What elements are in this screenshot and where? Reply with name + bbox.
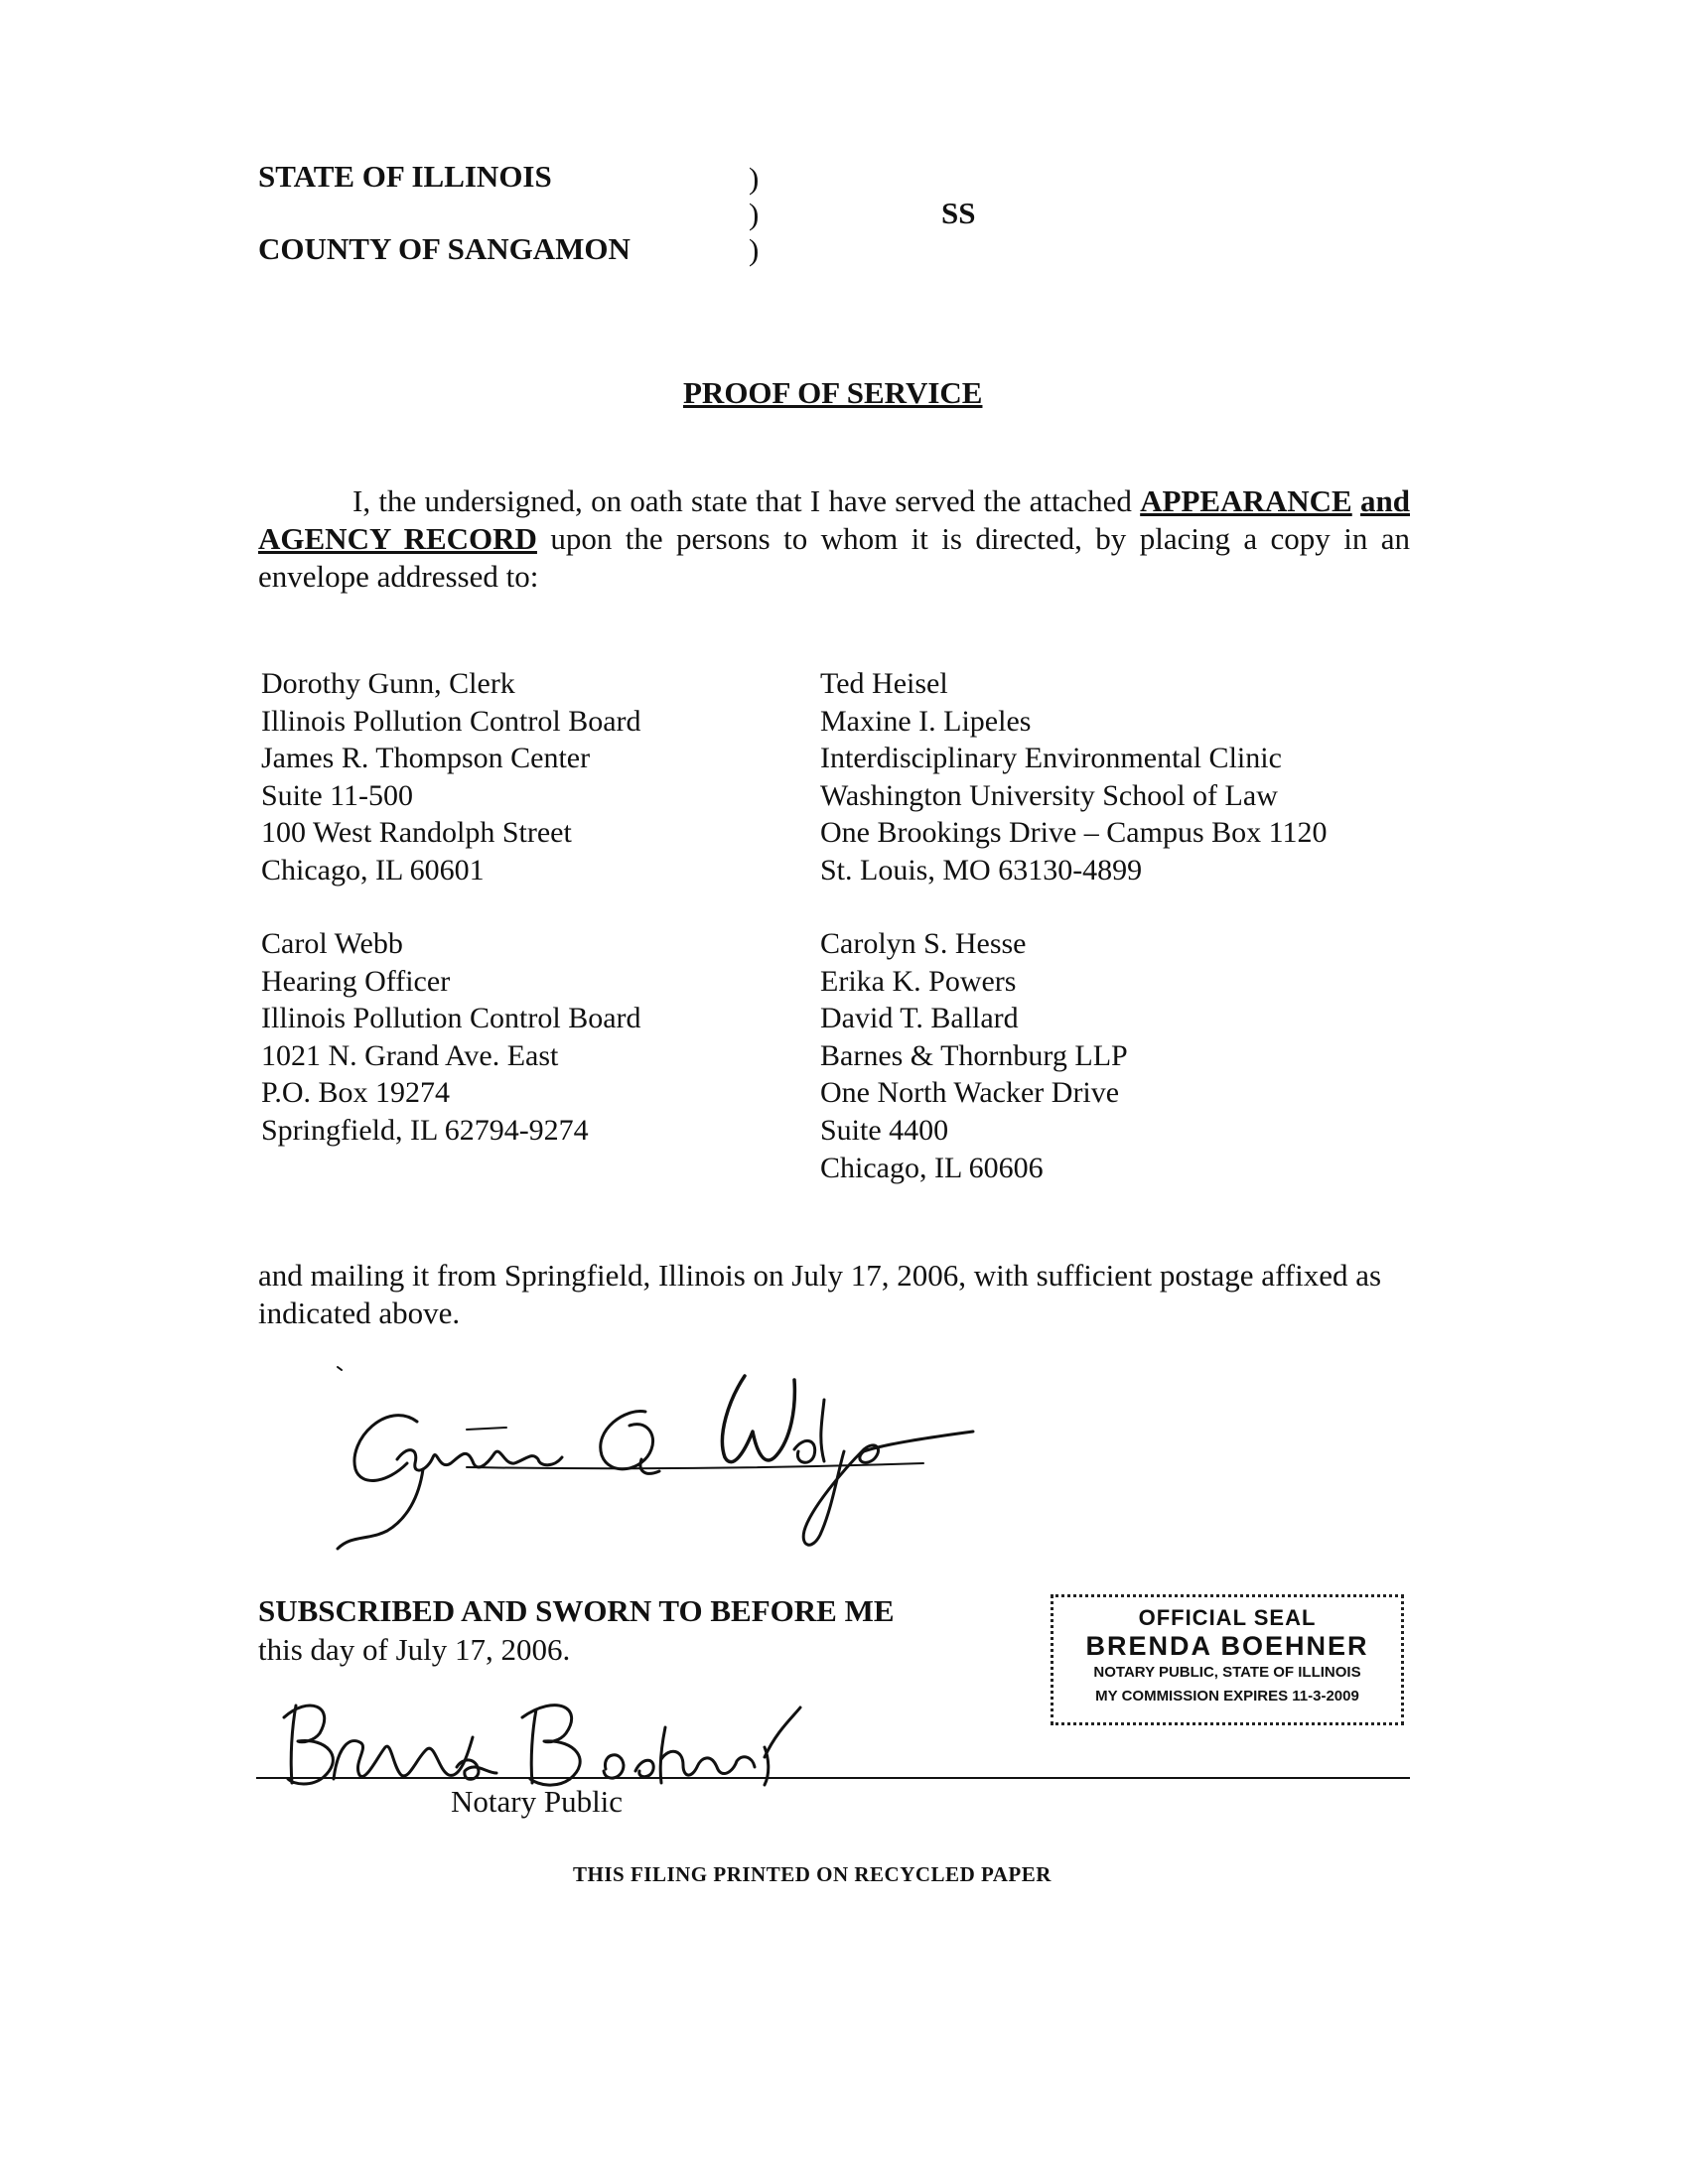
recipient-webb xyxy=(261,925,641,1150)
mailing-paragraph: and mailing it from Springfield, Illinois on July 17, 2006, with sufficient postage affixed as indicated above. xyxy=(258,1258,1382,1330)
address-line: Maxine I. Lipeles xyxy=(820,704,1032,738)
seal-line-expiry: MY COMMISSION EXPIRES 11-3-2009 xyxy=(1095,1688,1359,1705)
sworn-heading: SUBSCRIBED AND SWORN TO BEFORE ME xyxy=(258,1593,895,1628)
recipient-hesse xyxy=(820,925,1128,1186)
address-line: 100 West Randolph Street xyxy=(261,816,572,850)
address-line: James R. Thompson Center xyxy=(261,742,591,775)
page-title: PROOF OF SERVICE xyxy=(683,375,983,410)
address-line: Carol Webb xyxy=(261,927,403,960)
seal-line-official: OFFICIAL SEAL xyxy=(1138,1605,1317,1630)
address-line: Hearing Officer xyxy=(261,964,451,998)
intro-paragraph xyxy=(258,482,1410,596)
address-line: Barnes & Thornburg LLP xyxy=(820,1038,1128,1072)
address-line: Springfield, IL 62794-9274 xyxy=(261,1113,589,1147)
seal-line-state: NOTARY PUBLIC, STATE OF ILLINOIS xyxy=(1093,1664,1361,1681)
state-caption: STATE OF ILLINOIS xyxy=(258,159,552,194)
address-line: Suite 11-500 xyxy=(261,778,414,812)
county-caption: COUNTY OF SANGAMON xyxy=(258,231,631,266)
address-line: One Brookings Drive – Campus Box 1120 xyxy=(820,816,1328,850)
address-line: Illinois Pollution Control Board xyxy=(261,1002,641,1035)
recycled-paper-footer: THIS FILING PRINTED ON RECYCLED PAPER xyxy=(573,1862,1052,1886)
ss-caption: SS xyxy=(941,196,976,230)
address-line: One North Wacker Drive xyxy=(820,1076,1120,1110)
notary-signature-line xyxy=(256,1777,1410,1779)
address-line: Carolyn S. Hesse xyxy=(820,927,1027,960)
caption-paren-3: ) xyxy=(749,232,760,267)
address-line: Interdisciplinary Environmental Clinic xyxy=(820,742,1282,775)
address-line: Ted Heisel xyxy=(820,667,948,700)
address-line: P.O. Box 19274 xyxy=(261,1076,451,1110)
address-line: St. Louis, MO 63130-4899 xyxy=(820,853,1143,887)
document-name-b: and AGENCY RECORD xyxy=(258,483,1411,556)
intro-part2: upon the persons to whom it is directed, by placing a copy in an envelope addressed to: xyxy=(258,521,1410,594)
seal-line-name: BRENDA BOEHNER xyxy=(1085,1631,1369,1661)
caption-paren-2: ) xyxy=(749,197,760,231)
address-line: 1021 N. Grand Ave. East xyxy=(261,1038,559,1072)
address-line: Washington University School of Law xyxy=(820,778,1278,812)
recipient-heisel xyxy=(820,665,1328,889)
notary-public-label: Notary Public xyxy=(451,1784,624,1819)
address-line: David T. Ballard xyxy=(820,1002,1019,1035)
address-line: Suite 4400 xyxy=(820,1113,949,1147)
recipient-clerk xyxy=(261,665,641,889)
address-line: Erika K. Powers xyxy=(820,964,1017,998)
address-line: Chicago, IL 60601 xyxy=(261,853,485,887)
document-name-a: APPEARANCE xyxy=(1140,483,1352,518)
caption-paren-1: ) xyxy=(749,161,760,196)
signer-signature xyxy=(328,1360,1023,1559)
notary-signature xyxy=(268,1688,804,1797)
address-line: Illinois Pollution Control Board xyxy=(261,704,641,738)
sworn-date-line: this day of July 17, 2006. xyxy=(258,1632,571,1667)
official-seal-stamp xyxy=(1051,1594,1404,1725)
address-line: Dorothy Gunn, Clerk xyxy=(261,667,515,700)
intro-part1: I, the undersigned, on oath state that I have served the attached xyxy=(352,483,1141,518)
address-line: Chicago, IL 60606 xyxy=(820,1151,1044,1184)
